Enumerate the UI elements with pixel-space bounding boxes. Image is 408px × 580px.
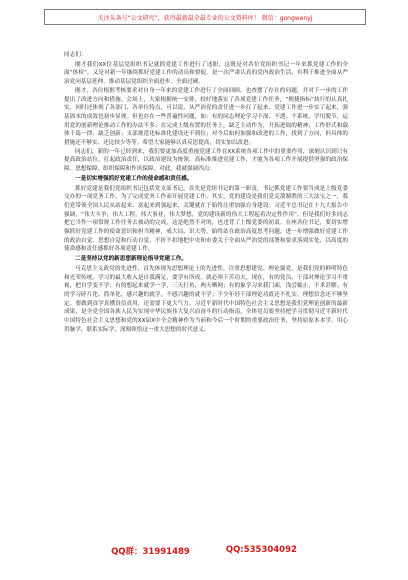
paragraph-4: 抓好党建是我们党组织书记包括党支部书记，首先是党组书记的第一职责，书记抓党建工作要当成是上级党委交办的一项党务工作，为了完成党务工作而开展党建工作。其实，党的建设是我们党克敌制胜的三大法宝之一，我们党带领全国人民从站起来、富起来到强起来，关键就在于始终注重加强自身建设。习近平总书记在十九大报告中强调，“伟大斗争，伟大工程，伟大事业，伟大梦想，党的建设新的伟大工程起着决定性作用”。但是我们好多同志把它当作一项常规工作任务去被动的完成，这是绝然不对的，也违背了上级党委的初衷。在座各位书记，要切实增强抓好党建工作的使命意识和担当精神，戒大局、识大势，始终站在政治高度思考问题，进一步增强做好党建工作的政治自觉、思想自觉和行动自觉，不折不扣地把中央和市委关于全面从严治党的部署和要求落到实处，以高度的使命感和责任感抓好各项党建工作。 [64, 185, 348, 253]
paragraph-2: 刚才，各位根据考核要求对自身一年来的党建工作进行了全面回顾，也查摆了存在的问题，并对下一步的工作提出了改进方向和措施。会场上，大家根据统一安排，较好地落实了各项党建工作任务，“便捷指标”执行的认真扎实，同时还体现了各部门、各单位特点，可以说，从严治党的责任进一步扛了起来、党建工作进一步实了起来，强基固本的成效也初步显现。但也存在一些普遍性问题，如：有的同志理论学习不深、不透、不系统，学用脱节，运用党的创新理论推动工作的办法不多；在完成上级布置的任务上，缺乏主动作为，开拓进取的精神；工作形式和载体千篇一律、缺乏创新；支部规范化标准化建设还不到位；对今后如何加强和改进的工作，找到了方向，但具体的措施还不够实、还比较少等等。希望大家能够认真反思提高，切实加以改进。 [64, 87, 348, 147]
section-heading-1: 一是切实增强抓好党建工作的使命感和责任感。 [75, 175, 193, 182]
paragraph-1: 刚才我们XX位基层党组织书记就抓党建工作进行了述职，这既是对各位党组织书记一年来抓党建工作的全面“体检”，又是对新一年继续抓好党建工作的动员和督促，是一次严肃认真的党内政治生活，有利于推进全面从严治党向基层延伸，推动基层党组织全面进步、全面过硬。 [64, 61, 348, 86]
paragraph-3: 同志们，新的一年已经到来，我们要更加高度重视党建工作在XX系统各项工作中的重要作用，深刻认识到只有提高政治站位，扛起政治责任，以政治建设为统领，高标准推进党建工作，才能为各项工作开展提供坚强的政治保障、思想保障、组织保障和作风保障。对此，我就强调四点： [64, 148, 348, 173]
qq-group-text: QQ群：31991489 [111, 547, 190, 557]
footer-contact [0, 545, 408, 557]
promo-banner: 关注头条号“公文研究”，获得最新最全最专业的公文资料库！ 微信：gongwenyj [44, 9, 366, 25]
paragraph-5: 马克思主义政党的先进性，首先体现为思想理论上的先进性。注重思想建党、理论强党，是我们党的鲜明特色和光荣传统。学习的最大收入是自我满足，要学有所成。就必须下苦功夫。现在，有的党员、干部对理论学习不重视，把自学变不学；有的想起来就学一学，三天打鱼、两天晒网；有的象学习来我门面，浅尝辄止，不求甚解；有的学习碎片化、简单化，感兴趣的就学，不感兴趣的就不学；不少年轻干部理论功底还不扎实，理想信念还不够坚定。要做到真学真懂真信真用，还需要下更大气力。习近平新时代中国特色社会主义思想是我们党理论创新的最新成果，是全党全国各族人民为实现中华民族伟大复兴而奋斗的行动指南，全体党员要坚持把学习贯彻习近平新时代中国特色社会主义思想和党的XX届X中全会精神作为当前和今后一个时期的重要政治任务，坚持原原本本学、用心用脑学、联系实际学，深刻领悟这一重大思想的时代意义、 [64, 265, 348, 333]
speech-body [64, 51, 348, 335]
qq-number-text: QQ:535304092 [225, 545, 297, 555]
salutation: 同志们： [64, 52, 87, 58]
section-heading-2: 二是坚持以党的新思想新理论指导党建工作。 [75, 256, 187, 263]
